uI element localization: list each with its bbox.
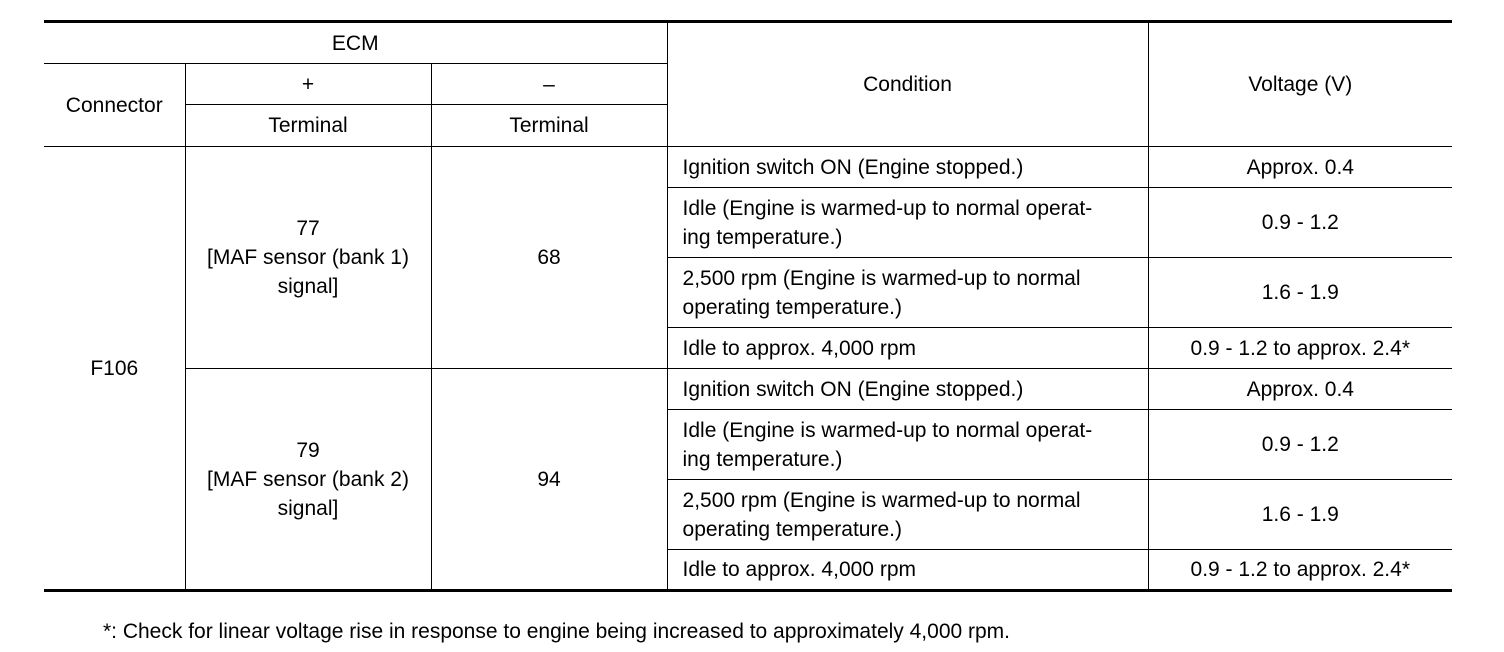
table-row	[44, 147, 1452, 188]
table-row	[44, 369, 1452, 410]
terminal-description: signal]	[277, 496, 339, 520]
terminal-number: 77	[296, 217, 320, 240]
terminal-description: [MAF sensor (bank 1)	[207, 246, 409, 269]
plus-terminal-cell	[185, 147, 431, 369]
minus-terminal-cell: 68	[431, 147, 667, 369]
voltage-cell: Approx. 0.4	[1148, 147, 1452, 188]
plus-terminal-cell	[185, 369, 431, 591]
condition-line: ing temperature.)	[682, 225, 843, 249]
voltage-cell: 0.9 - 1.2 to approx. 2.4*	[1148, 550, 1452, 591]
connector-header: Connector	[44, 64, 185, 147]
ecm-terminal-voltage-table	[44, 20, 1452, 592]
voltage-header: Voltage (V)	[1148, 22, 1452, 147]
terminal-description: [MAF sensor (bank 2)	[207, 467, 409, 491]
condition-cell: Ignition switch ON (Engine stopped.)	[667, 369, 1148, 410]
plus-terminal-header: Terminal	[185, 105, 431, 147]
condition-cell: Idle to approx. 4,000 rpm	[667, 328, 1148, 369]
condition-cell: Idle to approx. 4,000 rpm	[667, 550, 1148, 591]
condition-cell	[667, 188, 1148, 258]
voltage-cell: 0.9 - 1.2 to approx. 2.4*	[1148, 328, 1452, 369]
connector-cell: F106	[44, 147, 185, 591]
voltage-cell: 0.9 - 1.2	[1148, 410, 1452, 480]
condition-line: 2,500 rpm (Engine is warmed-up to normal	[682, 488, 1081, 512]
condition-line: 2,500 rpm (Engine is warmed-up to normal	[682, 266, 1081, 290]
condition-cell	[667, 258, 1148, 328]
voltage-cell: 0.9 - 1.2	[1148, 188, 1452, 258]
condition-cell: Ignition switch ON (Engine stopped.)	[667, 147, 1148, 188]
condition-cell	[667, 480, 1148, 550]
minus-terminal-header: Terminal	[431, 105, 667, 147]
terminal-number: 79	[296, 438, 320, 462]
condition-line: Idle (Engine is warmed-up to normal operat-	[682, 418, 1093, 442]
terminal-description: signal]	[277, 275, 339, 298]
condition-line: ing temperature.)	[682, 447, 843, 471]
condition-header: Condition	[667, 22, 1148, 147]
ecm-header: ECM	[44, 22, 667, 64]
minus-header: –	[431, 64, 667, 105]
condition-cell	[667, 410, 1148, 480]
condition-line: operating temperature.)	[682, 517, 902, 541]
voltage-cell: 1.6 - 1.9	[1148, 480, 1452, 550]
condition-line: operating temperature.)	[682, 295, 902, 319]
condition-line: Idle (Engine is warmed-up to normal operat-	[682, 196, 1093, 220]
voltage-cell: 1.6 - 1.9	[1148, 258, 1452, 328]
plus-header: +	[185, 64, 431, 105]
voltage-cell: Approx. 0.4	[1148, 369, 1452, 410]
footnote: *: Check for linear voltage rise in response to engine being increased to approximately 4,000 rpm.	[103, 620, 1011, 643]
minus-terminal-cell: 94	[431, 369, 667, 591]
